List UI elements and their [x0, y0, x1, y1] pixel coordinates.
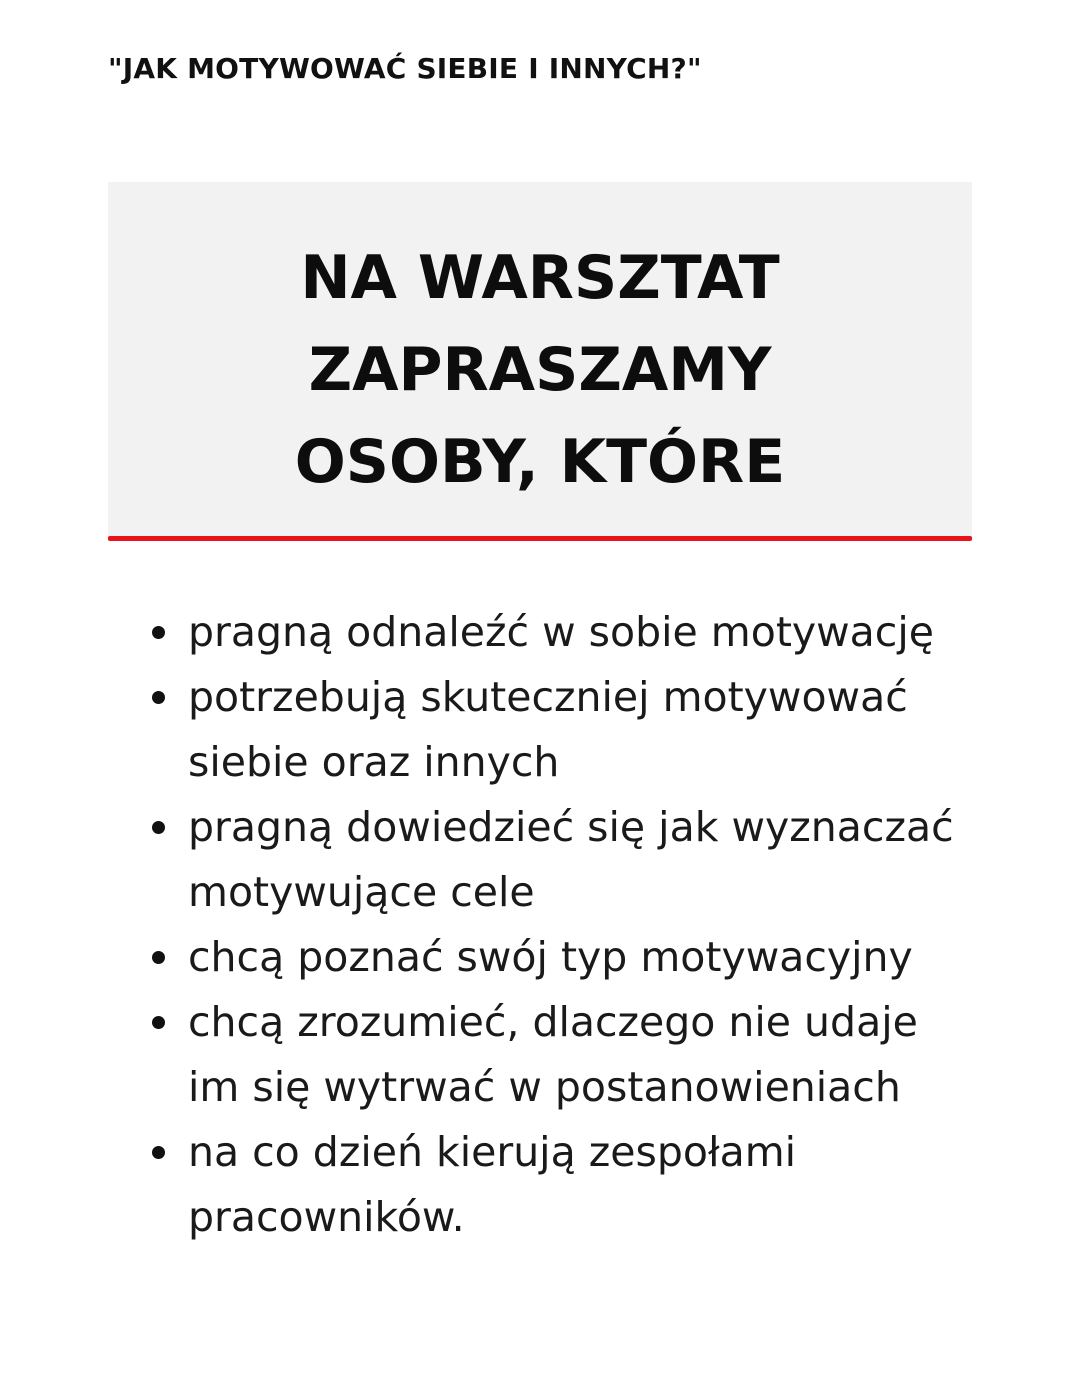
bullet-dot-icon [152, 626, 165, 639]
list-item-text [188, 795, 970, 925]
list-item [150, 925, 970, 990]
list-item-line: pragną odnaleźć w sobie motywację [188, 608, 934, 656]
list-item [150, 990, 970, 1120]
list-item [150, 795, 970, 925]
bullet-dot-icon [152, 1016, 165, 1029]
list-item [150, 1120, 970, 1250]
list-item-line: na co dzień kierują zespołami [188, 1128, 797, 1176]
list-item-text [188, 600, 970, 665]
list-item-text [188, 990, 970, 1120]
list-item [150, 600, 970, 665]
bullet-dot-icon [152, 1146, 165, 1159]
page-title: "JAK MOTYWOWAĆ SIEBIE I INNYCH?" [108, 52, 702, 85]
bullet-dot-icon [152, 691, 165, 704]
list-item-text [188, 925, 970, 990]
headline [108, 232, 972, 508]
bullet-dot-icon [152, 951, 165, 964]
accent-divider [108, 536, 972, 541]
list-item-line: chcą zrozumieć, dlaczego nie udaje [188, 998, 918, 1046]
headline-box [108, 182, 972, 538]
bullet-list [150, 600, 970, 1250]
list-item-line: motywujące cele [188, 868, 535, 916]
list-item-line: pragną dowiedzieć się jak wyznaczać [188, 803, 954, 851]
list-item-text [188, 665, 970, 795]
list-item [150, 665, 970, 795]
bullet-dot-icon [152, 821, 165, 834]
list-item-line: siebie oraz innych [188, 738, 560, 786]
headline-line: OSOBY, KTÓRE [294, 427, 786, 497]
list-item-line: pracowników. [188, 1193, 465, 1241]
headline-line: ZAPRASZAMY [308, 335, 772, 405]
list-item-line: potrzebują skuteczniej motywować [188, 673, 908, 721]
headline-line: NA WARSZTAT [300, 243, 780, 313]
list-item-line: chcą poznać swój typ motywacyjny [188, 933, 913, 981]
list-item-text [188, 1120, 970, 1250]
list-item-line: im się wytrwać w postanowieniach [188, 1063, 901, 1111]
